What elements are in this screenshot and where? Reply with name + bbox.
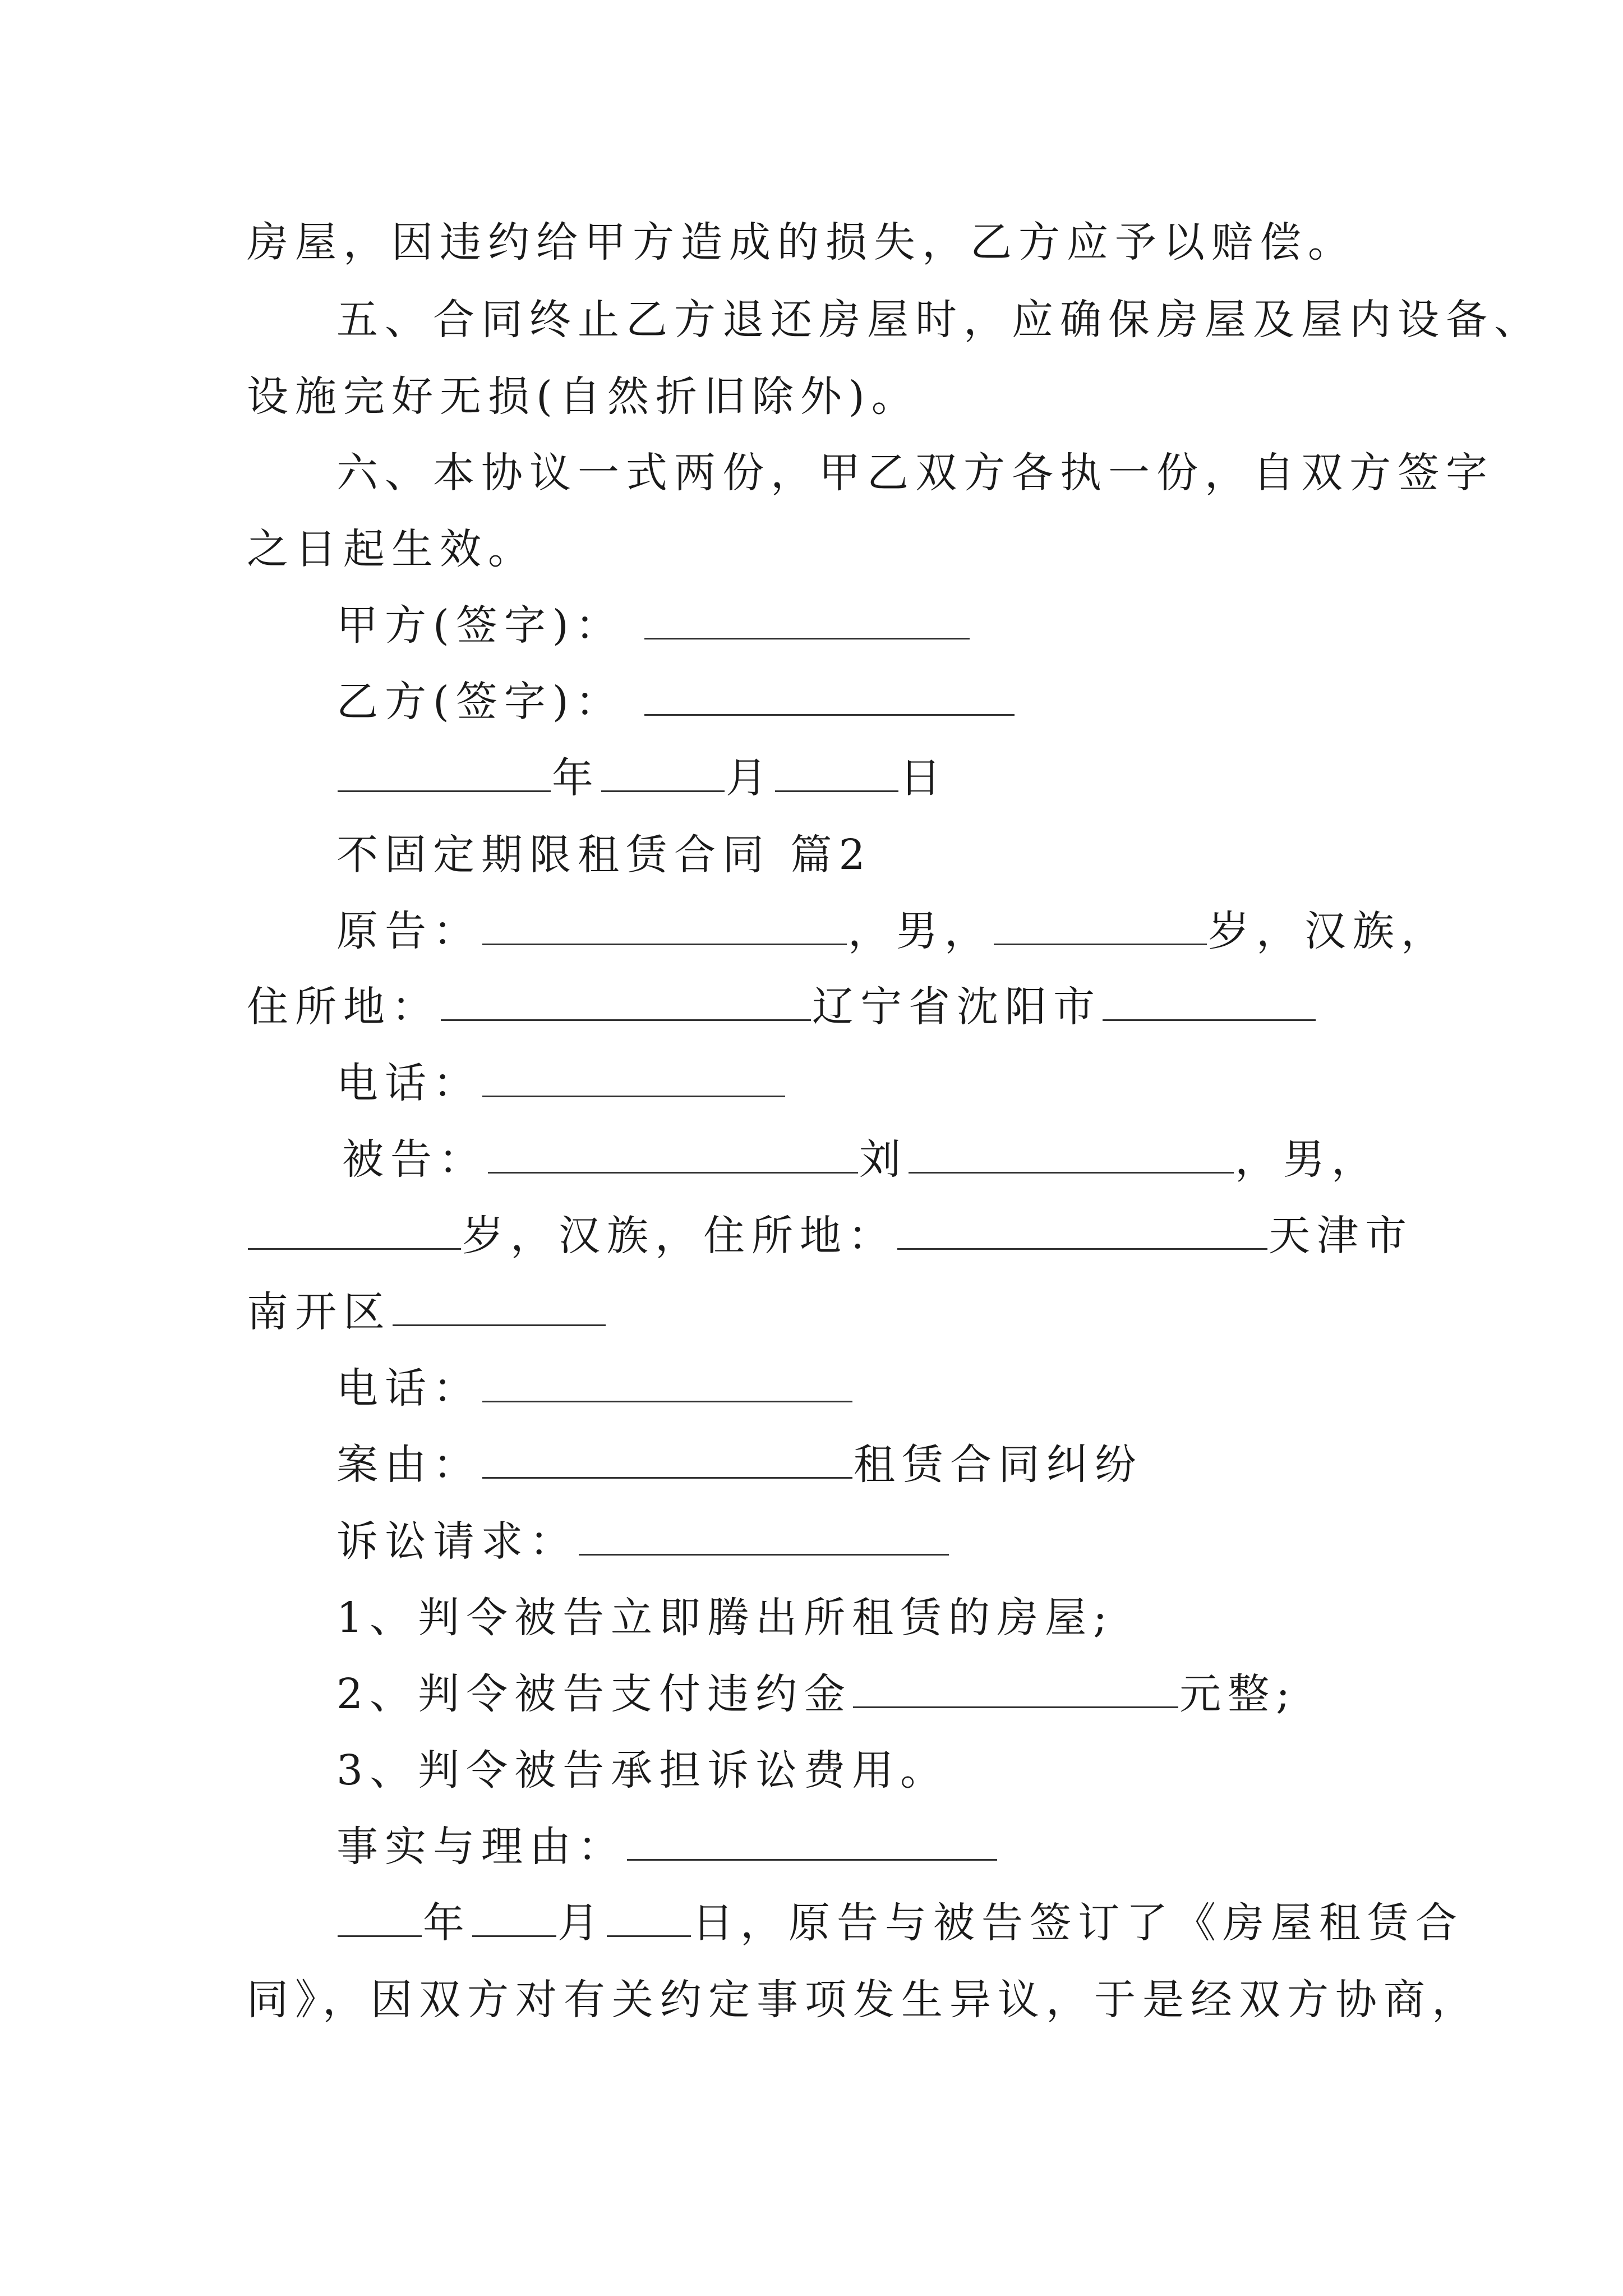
claim-2-text-b: 元整; xyxy=(1179,1670,1297,1718)
facts-day-text: 日，原告与被告签订了《房屋租赁合 xyxy=(692,1899,1464,1947)
phone2-blank xyxy=(482,1400,852,1402)
gender-text: ，男， xyxy=(848,907,993,955)
text: 五、合同终止乙方退还房屋时，应确保房屋及屋内设备、 xyxy=(336,296,1542,344)
facts-date-line xyxy=(336,1899,1464,1947)
month-blank xyxy=(601,790,725,792)
party-b-label: 乙方(签字)： xyxy=(336,678,624,726)
section-2-title: 不固定期限租赁合同 篇2 xyxy=(336,831,872,879)
age-ethnic-text: 岁，汉族， xyxy=(1208,907,1449,955)
paragraph-line xyxy=(336,449,1494,497)
penalty-amount-blank xyxy=(853,1706,1178,1708)
year-blank xyxy=(338,790,551,792)
facts-text-2: 同》，因双方对有关约定事项发生异议，于是经双方协商， xyxy=(247,1976,1480,2024)
facts-month-blank xyxy=(472,1935,556,1937)
district-blank xyxy=(393,1324,606,1326)
claim-3 xyxy=(336,1746,949,1795)
tianjin-text: 天津市 xyxy=(1269,1212,1413,1260)
gender-text-2: ，男， xyxy=(1235,1135,1380,1184)
plaintiff-phone-line xyxy=(336,1059,786,1107)
plaintiff-name-blank xyxy=(482,943,847,945)
party-b-signature-line xyxy=(336,678,1016,726)
residence-blank-2 xyxy=(1103,1019,1316,1021)
defendant-residence-blank xyxy=(897,1248,1267,1250)
claim-2 xyxy=(336,1670,1297,1718)
defendant-district-line xyxy=(247,1288,607,1336)
party-a-signature-blank xyxy=(644,637,970,639)
plaintiff-line xyxy=(336,907,1449,955)
plaintiff-label: 原告： xyxy=(336,907,481,955)
plaintiff-residence-line xyxy=(247,983,1317,1031)
phone-blank xyxy=(482,1095,785,1097)
text: 设施完好无损(自然折旧除外)。 xyxy=(247,372,920,421)
month-label: 月 xyxy=(726,754,774,802)
liaoning-text: 辽宁省沈阳市 xyxy=(812,983,1101,1031)
text: 之日起生效。 xyxy=(247,525,536,573)
facts-year-blank xyxy=(338,1935,422,1937)
plaintiff-age-blank xyxy=(994,943,1207,945)
claim-2-text-a: 2、判令被告支付违约金 xyxy=(336,1670,852,1718)
claim-1-text: 1、判令被告立即腾出所租赁的房屋; xyxy=(336,1594,1114,1642)
day-label: 日 xyxy=(900,754,948,802)
facts-line xyxy=(336,1823,998,1871)
liu-text: 刘 xyxy=(859,1135,907,1184)
facts-blank xyxy=(627,1858,997,1861)
claim-1 xyxy=(336,1594,1114,1642)
defendant-phone-line xyxy=(336,1364,854,1412)
defendant-age-blank xyxy=(248,1248,461,1250)
cause-line xyxy=(336,1441,1143,1489)
cause-value: 租赁合同纠纷 xyxy=(854,1441,1143,1489)
claims-line xyxy=(336,1517,950,1566)
residence-label: 住所地： xyxy=(247,983,440,1031)
day-blank xyxy=(775,790,898,792)
party-a-label: 甲方(签字)： xyxy=(336,601,624,650)
phone2-label: 电话： xyxy=(336,1364,481,1412)
claims-blank xyxy=(579,1553,949,1556)
year-label: 年 xyxy=(552,754,600,802)
facts-day-blank xyxy=(607,1935,691,1937)
defendant-age-line xyxy=(247,1212,1413,1260)
date-line xyxy=(336,754,948,802)
party-b-signature-blank xyxy=(644,714,1015,716)
party-a-signature-line xyxy=(336,601,971,650)
defendant-blank-2 xyxy=(909,1171,1234,1174)
facts-month-label: 月 xyxy=(557,1899,606,1947)
claim-3-text: 3、判令被告承担诉讼费用。 xyxy=(336,1746,949,1795)
facts-year-label: 年 xyxy=(423,1899,471,1947)
paragraph-line xyxy=(247,1976,1480,2024)
cause-label: 案由： xyxy=(336,1441,481,1489)
defendant-label: 被告： xyxy=(342,1135,487,1184)
paragraph-line xyxy=(247,218,1356,266)
phone-label: 电话： xyxy=(336,1059,481,1107)
residence-blank xyxy=(441,1019,811,1021)
claims-label: 诉讼请求： xyxy=(336,1517,578,1566)
defendant-line xyxy=(342,1135,1380,1184)
paragraph-line xyxy=(247,372,920,421)
paragraph-line xyxy=(336,296,1542,344)
defendant-blank xyxy=(488,1171,858,1174)
text: 房屋，因违约给甲方造成的损失，乙方应予以赔偿。 xyxy=(247,218,1356,266)
text: 六、本协议一式两份，甲乙双方各执一份，自双方签字 xyxy=(336,449,1494,497)
paragraph-line xyxy=(247,525,536,573)
def-age-ethnic-text: 岁，汉族，住所地： xyxy=(462,1212,896,1260)
nankai-text: 南开区 xyxy=(247,1288,391,1336)
section-title xyxy=(336,831,872,879)
facts-label: 事实与理由： xyxy=(336,1823,626,1871)
cause-blank xyxy=(482,1476,852,1479)
